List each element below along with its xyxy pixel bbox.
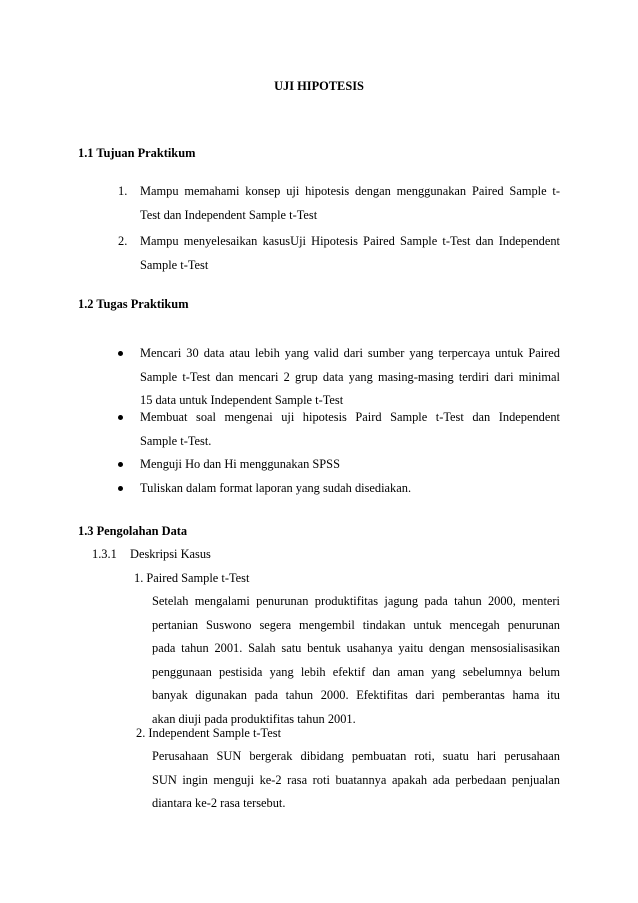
section-heading-tugas: 1.2 Tugas Praktikum	[78, 297, 189, 311]
bullet-icon	[118, 486, 123, 491]
section-heading-pengolahan: 1.3 Pengolahan Data	[78, 524, 188, 538]
section-heading-tujuan: 1.1 Tujuan Praktikum	[78, 146, 196, 160]
list-item-line: Tuliskan dalam format laporan yang sudah disediakan.	[140, 481, 412, 495]
list-item-line: Sample t-Test dan mencari 2 grup data yang masing-masing terdiri dari minimal	[140, 369, 560, 384]
bullet-icon	[118, 351, 123, 356]
list-item	[140, 477, 560, 501]
page-title: UJI HIPOTESIS	[274, 79, 364, 93]
case-paragraph	[152, 745, 560, 816]
paragraph-line: banyak digunakan pada tahun 2000. Efektifitas dari pemberantas hama itu	[152, 688, 560, 703]
subsection-number: 1.3.1	[92, 547, 117, 561]
list-item-line: Sample t-Test	[140, 257, 209, 272]
list-number: 1.	[118, 184, 128, 198]
list-item	[140, 453, 560, 477]
paragraph-line: penggunaan pestisida yang lebih efektif dan aman yang sebelumnya belum	[152, 664, 560, 679]
case-label: 2. Independent Sample t-Test	[136, 726, 282, 740]
case-label: 1. Paired Sample t-Test	[134, 571, 250, 585]
bullet-icon	[118, 462, 123, 467]
list-item	[140, 180, 560, 227]
list-item-line: Sample t-Test.	[140, 433, 212, 448]
list-item-line: Test dan Independent Sample t-Test	[140, 207, 318, 222]
list-item-line: Membuat soal mengenai uji hipotesis Paird Sample t-Test dan Independent	[140, 410, 560, 424]
list-item	[140, 342, 560, 413]
subsection-title: Deskripsi Kasus	[130, 547, 211, 561]
list-item-line: 15 data untuk Independent Sample t-Test	[140, 393, 344, 408]
list-item-line: Mampu menyelesaikan kasusUji Hipotesis Paired Sample t-Test dan Independent	[140, 234, 560, 248]
bullet-icon	[118, 415, 123, 420]
list-item-line: Menguji Ho dan Hi menggunakan SPSS	[140, 457, 340, 471]
list-number: 2.	[118, 234, 128, 248]
paragraph-line: pertanian Suswono segera mengembil tindakan untuk mencegah penurunan	[152, 617, 560, 632]
paragraph-line: pada tahun 2001. Salah satu bentuk usahanya yaitu dengan mensosialisasikan	[152, 641, 560, 656]
paragraph-line: SUN ingin menguji ke-2 rasa roti buatannya apakah ada perbedaan penjualan	[152, 772, 560, 787]
paragraph-line: Setelah mengalami penurunan produktifitas jagung pada tahun 2000, menteri	[152, 594, 560, 608]
paragraph-line: akan diuji pada produktifitas tahun 2001.	[152, 711, 356, 726]
list-item-line: Mampu memahami konsep uji hipotesis dengan menggunakan Paired Sample t-	[140, 184, 560, 198]
paragraph-line: Perusahaan SUN bergerak dibidang pembuatan roti, suatu hari perusahaan	[152, 749, 560, 763]
case-paragraph	[152, 590, 560, 732]
list-item	[140, 406, 560, 453]
list-item-line: Mencari 30 data atau lebih yang valid dari sumber yang terpercaya untuk Paired	[140, 346, 560, 360]
list-item	[140, 230, 560, 277]
paragraph-line: diantara ke-2 rasa tersebut.	[152, 796, 286, 811]
